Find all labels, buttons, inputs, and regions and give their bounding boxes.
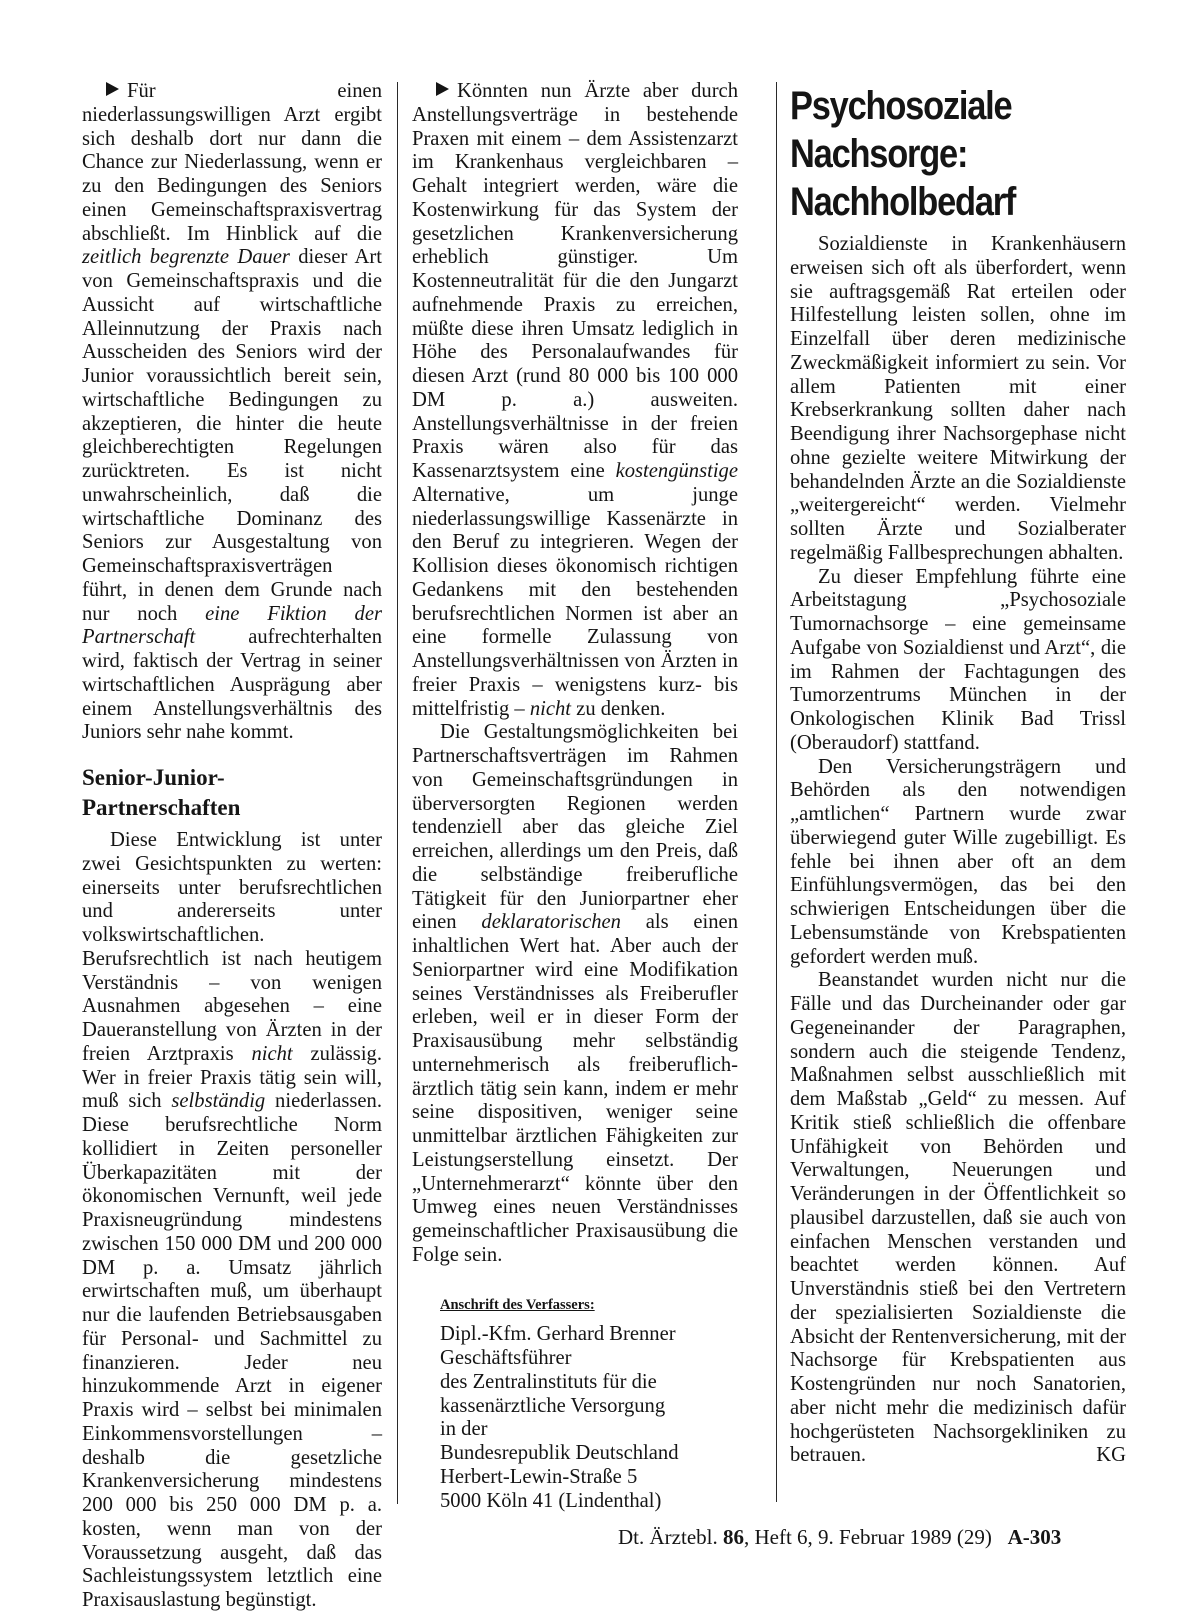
column-right	[790, 80, 1126, 1468]
subheading: Senior-Junior-Partnerschaften	[82, 765, 241, 820]
triangle-bullet-icon	[436, 82, 449, 96]
paragraph: Die Gestaltungsmöglichkeiten bei Partnerschaftsverträgen im Rahmen von Gemeinschaftsgründungen in überversorgten Regionen werden tendenziell aber das gleiche Ziel erreichen, allerdings um den Preis, daß die selbständige freiberufliche Tätigkeit für den Juniorpartner eher einen deklaratorischen als einen inhaltlichen Wert hat. Aber auch der Seniorpartner wird eine Modifikation seines Verständnisses als Freiberufler erleben, weil er in dieser Form der Praxisausübung mehr selbständig unternehmerisch als freiberuflich-ärztlich tätig sein kann, indem er mehr seine dispositiven, weniger seine unmittelbar ärztlichen Fähigkeiten zur Leistungserstellung einsetzt. Der „Unternehmerarzt“ könnte über den Umweg eines neuen Verständnisses gemeinschaftlicher Praxisausübung die Folge sein.	[412, 721, 738, 1266]
paragraph: Diese Entwicklung ist unter zwei Gesichtspunkten zu werten: einerseits unter berufsrechtlichen und andererseits unter volkswirtschaftlichen. Berufsrechtlich ist nach heutigem Verständnis – von wenigen Ausnahmen abgesehen – eine Daueranstellung von Ärzten in der freien Arztpraxis nicht zulässig. Wer in freier Praxis tätig sein will, muß sich selbständig niederlassen. Diese berufsrechtliche Norm kollidiert in Zeiten personeller Überkapazitäten mit der ökonomischen Vernunft, weil jede Praxisneugründung mindestens zwischen 150 000 DM und 200 000 DM p. a. Umsatz jährlich erwirtschaften muß, um überhaupt nur die laufenden Betriebsausgaben für Personal- und Sachmittel zu finanzieren. Jeder neu hinzukommende Arzt in eigener Praxis wird – selbst bei minimalen Einkommensvorstellungen – deshalb die gesetzliche Krankenversicherung mindestens 200 000 bis 250 000 DM p. a. kosten, wenn man von der Voraussetzung ausgeht, daß das Sachleistungssystem letztlich eine Praxisauslastung begünstigt.	[82, 829, 382, 1611]
page-footer: Dt. Ärztebl. 86, Heft 6, 9. Februar 1989 (29) A-303	[618, 1525, 1062, 1549]
address-line: Dipl.-Kfm. Gerhard Brenner	[440, 1323, 676, 1346]
address-label: Anschrift des Verfassers:	[440, 1296, 595, 1313]
address-line: in der	[440, 1418, 488, 1441]
address-line: des Zentralinstituts für die	[440, 1370, 657, 1393]
address-line: Herbert-Lewin-Straße 5	[440, 1465, 638, 1488]
paragraph: Zu dieser Empfehlung führte eine Arbeitstagung „Psychosoziale Tumornachsorge – eine gemeinsame Aufgabe von Sozialdienst und Arzt“, die im Rahmen der Fachtagungen des Tumorzentrums München in der Onkologischen Klinik Bad Trissl (Oberaudorf) stattfand.	[790, 565, 1126, 754]
paragraph: Sozialdienste in Krankenhäusern erweisen sich oft als überfordert, wenn sie auftragsgemäß Rat erteilen oder Hilfestellung leisten sollen, ohne im Einzelfall über deren medizinische Zweckmäßigkeit informiert zu sein. Vor allem Patienten mit einer Krebserkrankung sollten daher nach Beendigung ihrer Nachsorgephase nicht ohne gezielte weitere Mitwirkung der behandelnden Ärzte an die Sozialdienste „weitergereicht“ werden. Vielmehr sollten Ärzte und Sozialberater regelmäßig Fallbesprechungen abhalten.	[790, 233, 1126, 564]
column-left	[82, 80, 382, 1613]
paragraph: Den Versicherungsträgern und Behörden als den notwendigen „amtlichen“ Partnern wurde zwar überwiegend guter Wille zugebilligt. Es fehle bei ihnen aber oft an dem Einfühlungsvermögen, das bei den schwierigen Entscheidungen über die Lebensumstände von Krebspatienten gefordert werden muß.	[790, 755, 1126, 968]
paragraph: Für einen niederlassungswilligen Arzt ergibt sich deshalb dort nur dann die Chance zur Niederlassung, wenn er zu den Bedingungen des Seniors einen Gemeinschaftspraxisvertrag abschließt. Im Hinblick auf die zeitlich begrenzte Dauer dieser Art von Gemeinschaftspraxis und die Aussicht auf wirtschaftliche Alleinnutzung der Praxis nach Ausscheiden des Seniors wird der Junior voraussichtlich bereit sein, wirtschaftliche Bedingungen zu akzeptieren, die hinter die heute gleichberechtigten Regelungen zurücktreten. Es ist nicht unwahrscheinlich, daß die wirtschaftliche Dominanz des Seniors zur Ausgestaltung von Gemeinschaftspraxisverträgen führt, in denen dem Grunde nach nur noch eine Fiktion der Partnerschaft aufrechterhalten wird, faktisch der Vertrag in seiner wirtschaftlichen Ausprägung aber einem Anstellungsverhältnis des Juniors sehr nahe kommt.	[82, 80, 382, 744]
address-line: Geschäftsführer	[440, 1347, 572, 1369]
paragraph: Könnten nun Ärzte aber durch Anstellungsverträge in bestehende Praxen mit einem – dem Assistenzarzt im Krankenhaus vergleichbaren – Gehalt integriert werden, wäre die Kostenwirkung für das System der gesetzlichen Krankenversicherung erheblich günstiger. Um Kostenneutralität für die den Jungarzt aufnehmende Praxis zu erreichen, müßte diese ihren Umsatz lediglich in Höhe des Personalaufwandes für diesen Arzt (rund 80 000 bis 100 000 DM p. a.) ausweiten. Anstellungsverhältnisse in der freien Praxis wären also für das Kassenarztsystem eine kostengünstige Alternative, um junge niederlassungswillige Kassenärzte in den Beruf zu integrieren. Wegen der Kollision dieses ökonomisch richtigen Gedankens mit den bestehenden berufsrechtlichen Normen ist aber an eine formelle Zulassung von Anstellungsverhältnissen von Ärzten in freier Praxis – wenigstens kurz- bis mittelfristig – nicht zu denken.	[412, 80, 738, 720]
author-initials: KG	[1096, 1444, 1126, 1467]
address-line: 5000 Köln 41 (Lindenthal)	[440, 1489, 662, 1512]
page-number: A-303	[1007, 1525, 1062, 1549]
triangle-bullet-icon	[106, 82, 119, 96]
column-middle	[412, 80, 738, 1513]
article-headline: Psychosoziale Nachsorge: Nachholbedarf	[790, 84, 1016, 224]
address-line: kassenärztliche Versorgung	[440, 1394, 666, 1417]
paragraph: Beanstandet wurden nicht nur die Fälle und das Durcheinander oder gar Gegeneinander der Paragraphen, sondern auch die steigende Tendenz, Maßnahmen selbst ausschließlich mit dem Maßstab „Geld“ zu messen. Auf Kritik stieß schließlich die offenbare Unfähigkeit von Behörden und Verwaltungen, Neuerungen und Veränderungen in der Öffentlichkeit so plausibel darzustellen, daß sie auch von einfachen Menschen verstanden und beachtet werden können. Auf Unverständnis stieß bei den Vertretern der spezialisierten Sozialdienste die Absicht der Rentenversicherung, mit der Nachsorge für Krebspatienten aus Kostengründen nur noch Sanatorien, aber nicht mehr die medizinisch dafür hochgerüsteten Nachsorgekliniken zu betrauen. KG	[790, 969, 1126, 1467]
column-rule-left	[397, 82, 398, 1504]
address-line: Bundesrepublik Deutschland	[440, 1442, 679, 1464]
column-rule-right	[776, 82, 777, 1502]
